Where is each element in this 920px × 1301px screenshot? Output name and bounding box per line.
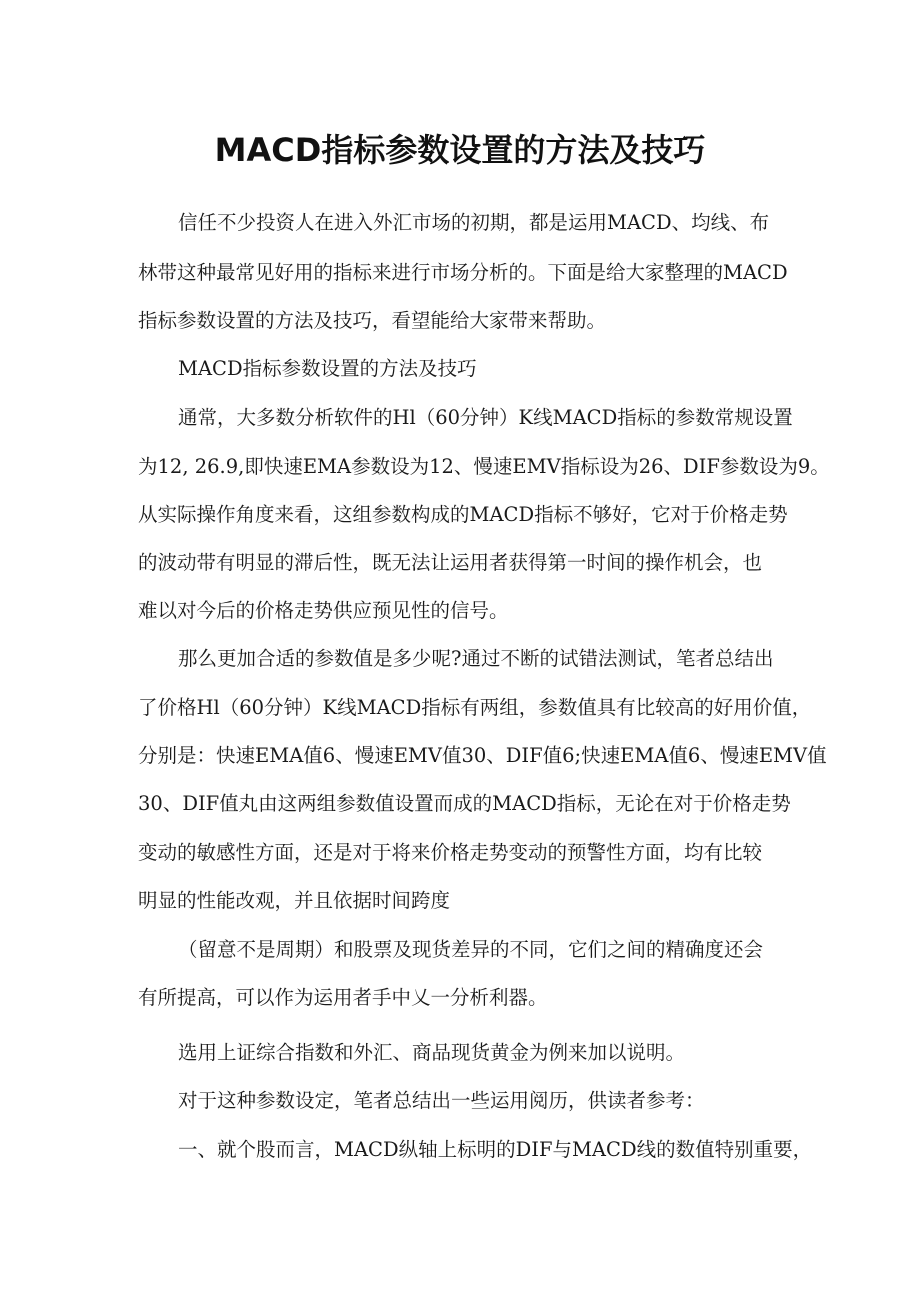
paragraph-line: 难以对今后的价格走势供应预见性的信号。 — [138, 599, 509, 622]
paragraph-line: 的波动带有明显的滞后性，既无法让运用者获得第一时间的操作机会，也 — [138, 551, 763, 574]
paragraph-line: 一、就个股而言，MACD纵轴上标明的DIF与MACD线的数值特别重要， — [178, 1138, 813, 1161]
paragraph-line: 林带这种最常见好用的指标来进行市场分析的。下面是给大家整理的MACD — [138, 261, 788, 284]
section-heading: MACD指标参数设置的方法及技巧 — [178, 357, 477, 380]
paragraph-line: 信任不少投资人在进入外汇市场的初期，都是运用MACD、均线、布 — [178, 211, 770, 234]
document-title: MACD指标参数设置的方法及技巧 — [214, 131, 706, 169]
paragraph-line: 30、DIF值丸由这两组参数值设置而成的MACD指标，无论在对于价格走势 — [138, 792, 791, 815]
paragraph-line: 指标参数设置的方法及技巧，看望能给大家带来帮助。 — [138, 309, 607, 332]
paragraph-line: 分别是：快速EMA值6、慢速EMV值30、DIF值6;快速EMA值6、慢速EMV值 — [138, 744, 827, 767]
paragraph-line: （留意不是周期）和股票及现货差异的不同，它们之间的精确度还会 — [178, 938, 764, 961]
paragraph-line: 对于这种参数设定，笔者总结出一些运用阅历，供读者参考： — [178, 1089, 705, 1112]
paragraph-line: 有所提高，可以作为运用者手中乂一分析利器。 — [138, 986, 548, 1009]
paragraph-line: 从实际操作角度来看，这组参数构成的MACD指标不够好，它对于价格走势 — [138, 503, 788, 526]
paragraph-line: 了价格Hl（60分钟）K线MACD指标有两组，参数值具有比较高的好用价值， — [138, 696, 812, 719]
paragraph-line: 为12, 26.9,即快速EMA参数设为12、慢速EMV指标设为26、DIF参数设为9。 — [138, 455, 830, 478]
paragraph-line: 明显的性能改观，并且依据时间跨度 — [138, 889, 451, 912]
paragraph-line: 通常，大多数分析软件的Hl（60分钟）K线MACD指标的参数常规设置 — [178, 406, 793, 429]
paragraph-line: 选用上证综合指数和外汇、商品现货黄金为例来加以说明。 — [178, 1041, 686, 1064]
paragraph-line: 那么更加合适的参数值是多少呢?通过不断的试错法测试，笔者总结出 — [178, 647, 774, 670]
paragraph-line: 变动的敏感性方面，还是对于将来价格走势变动的预警性方面，均有比较 — [138, 841, 763, 864]
